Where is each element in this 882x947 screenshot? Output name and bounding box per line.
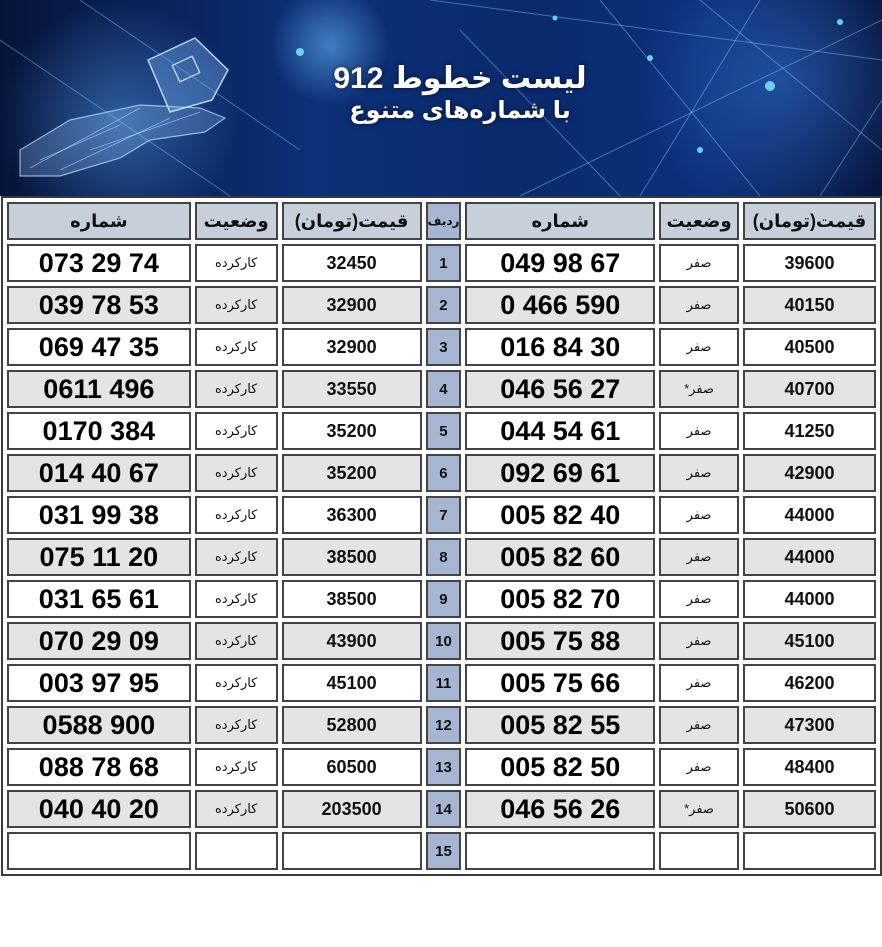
left-price: 35200 [282,454,422,492]
header-index: ردیف [426,202,462,240]
right-status: صفر [659,328,739,366]
right-status: صفر [659,622,739,660]
left-phone-number: 088 78 68 [7,748,191,786]
table-row [7,328,876,366]
right-phone-number: 005 82 60 [465,538,655,576]
banner-title-line1: لیست خطوط 912 [333,62,587,95]
right-price: 40700 [743,370,876,408]
left-price: 32900 [282,328,422,366]
row-index: 2 [426,286,462,324]
row-index: 8 [426,538,462,576]
row-index: 6 [426,454,462,492]
row-index: 14 [426,790,462,828]
left-phone-number [7,832,191,870]
left-phone-number: 0170 384 [7,412,191,450]
right-price [743,832,876,870]
left-status: کارکرده [195,286,278,324]
left-status: کارکرده [195,580,278,618]
right-status: صفر [659,496,739,534]
right-status: صفر [659,706,739,744]
right-price: 46200 [743,664,876,702]
table-row [7,748,876,786]
left-price: 38500 [282,580,422,618]
left-phone-number: 070 29 09 [7,622,191,660]
right-status: صفر [659,454,739,492]
left-price: 32900 [282,286,422,324]
right-phone-number: 005 75 66 [465,664,655,702]
left-phone-number: 031 99 38 [7,496,191,534]
left-status: کارکرده [195,328,278,366]
right-phone-number: 005 82 50 [465,748,655,786]
right-price: 42900 [743,454,876,492]
left-status: کارکرده [195,790,278,828]
right-status [659,832,739,870]
left-price: 60500 [282,748,422,786]
right-status: صفر [659,580,739,618]
table-header-row [7,202,876,240]
right-price: 40150 [743,286,876,324]
right-price: 40500 [743,328,876,366]
row-index: 12 [426,706,462,744]
left-price: 32450 [282,244,422,282]
left-status: کارکرده [195,370,278,408]
header-status-left: وضعیت [195,202,278,240]
table-row [7,622,876,660]
left-phone-number: 0611 496 [7,370,191,408]
right-status: صفر [659,286,739,324]
left-status: کارکرده [195,622,278,660]
left-phone-number: 031 65 61 [7,580,191,618]
table-body [7,244,876,870]
left-status: کارکرده [195,454,278,492]
right-status: صفر [659,412,739,450]
right-price: 48400 [743,748,876,786]
left-price: 45100 [282,664,422,702]
table-row [7,790,876,828]
row-index: 9 [426,580,462,618]
right-status: صفر* [659,370,739,408]
left-price: 43900 [282,622,422,660]
left-phone-number: 0588 900 [7,706,191,744]
right-phone-number: 016 84 30 [465,328,655,366]
row-index: 5 [426,412,462,450]
left-status [195,832,278,870]
left-status: کارکرده [195,538,278,576]
left-phone-number: 003 97 95 [7,664,191,702]
left-phone-number: 040 40 20 [7,790,191,828]
table-row [7,832,876,870]
right-price: 47300 [743,706,876,744]
right-price: 44000 [743,496,876,534]
left-status: کارکرده [195,664,278,702]
left-price: 38500 [282,538,422,576]
row-index: 11 [426,664,462,702]
right-phone-number: 005 82 40 [465,496,655,534]
table-row [7,286,876,324]
right-status: صفر [659,664,739,702]
right-phone-number: 005 82 55 [465,706,655,744]
banner-title [300,62,620,126]
left-price: 203500 [282,790,422,828]
right-phone-number: 092 69 61 [465,454,655,492]
header-price-right: قیمت(تومان) [743,202,876,240]
right-price: 39600 [743,244,876,282]
right-status: صفر [659,538,739,576]
header-status-right: وضعیت [659,202,739,240]
right-price: 50600 [743,790,876,828]
table-row [7,412,876,450]
table-row [7,244,876,282]
left-phone-number: 073 29 74 [7,244,191,282]
table-row [7,454,876,492]
left-status: کارکرده [195,496,278,534]
left-price: 35200 [282,412,422,450]
right-price: 44000 [743,580,876,618]
left-phone-number: 075 11 20 [7,538,191,576]
row-index: 1 [426,244,462,282]
left-price [282,832,422,870]
row-index: 3 [426,328,462,366]
row-index: 10 [426,622,462,660]
left-price: 36300 [282,496,422,534]
right-phone-number: 005 82 70 [465,580,655,618]
left-status: کارکرده [195,706,278,744]
left-phone-number: 014 40 67 [7,454,191,492]
header-price-left: قیمت(تومان) [282,202,422,240]
left-price: 33550 [282,370,422,408]
right-price: 45100 [743,622,876,660]
right-phone-number: 046 56 27 [465,370,655,408]
right-price: 41250 [743,412,876,450]
row-index: 13 [426,748,462,786]
left-phone-number: 069 47 35 [7,328,191,366]
right-status: صفر* [659,790,739,828]
right-status: صفر [659,748,739,786]
right-status: صفر [659,244,739,282]
right-phone-number [465,832,655,870]
row-index: 4 [426,370,462,408]
left-status: کارکرده [195,748,278,786]
right-phone-number: 0 466 590 [465,286,655,324]
numbers-price-table [1,196,882,876]
table-row [7,496,876,534]
table-row [7,664,876,702]
row-index: 7 [426,496,462,534]
table-row [7,370,876,408]
table-row [7,538,876,576]
row-index: 15 [426,832,462,870]
header-number-left: شماره [7,202,191,240]
right-price: 44000 [743,538,876,576]
banner-title-line2: با شماره‌های متنوع [349,97,571,124]
left-price: 52800 [282,706,422,744]
hand-sim-card-icon [20,38,228,176]
table-row [7,580,876,618]
right-phone-number: 049 98 67 [465,244,655,282]
header-banner [0,0,882,196]
right-phone-number: 046 56 26 [465,790,655,828]
header-number-right: شماره [465,202,655,240]
left-status: کارکرده [195,244,278,282]
left-status: کارکرده [195,412,278,450]
table-row [7,706,876,744]
left-phone-number: 039 78 53 [7,286,191,324]
right-phone-number: 005 75 88 [465,622,655,660]
right-phone-number: 044 54 61 [465,412,655,450]
